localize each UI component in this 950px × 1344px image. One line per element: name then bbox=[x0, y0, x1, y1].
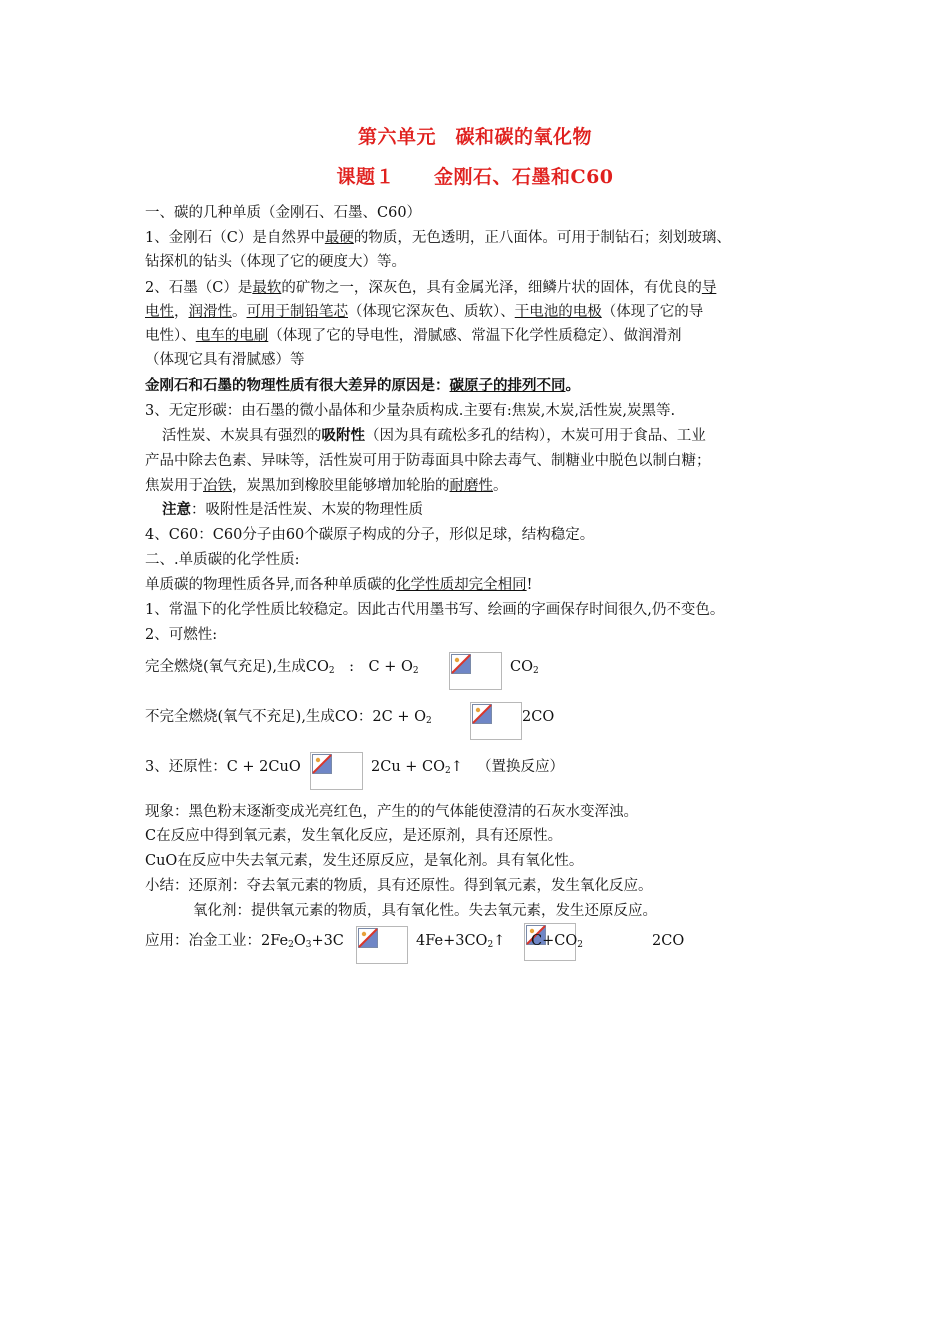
section-1-heading: 一、碳的几种单质（金刚石、石墨、C60） bbox=[145, 205, 422, 221]
stability-line: 1、常温下的化学性质比较稳定。因此古代用墨书写、绘画的字画保存时间很久,仍不变色。 bbox=[145, 602, 725, 618]
complete-combustion-product: $CO_2$ bbox=[510, 659, 539, 676]
broken-image-icon bbox=[472, 704, 492, 724]
broken-image-icon bbox=[451, 654, 471, 674]
reaction-condition-image bbox=[449, 652, 502, 690]
paragraph-graphite-cont2: 电性）、电车的电刷（体现了它的导电性，滑腻感、常温下化学性质稳定）、做润滑剂 bbox=[145, 328, 682, 344]
summary-reducing-agent: 小结：还原剂：夺去氧元素的物质，具有还原性。得到氧元素，发生氧化反应。 bbox=[145, 878, 653, 894]
summary-oxidizing-agent: 氧化剂：提供氧元素的物质，具有氧化性。失去氧元素，发生还原反应。 bbox=[193, 903, 657, 919]
lesson-title: 课题１ 金刚石、石墨和C60 bbox=[336, 166, 614, 188]
reaction-type: （置换反应） bbox=[477, 759, 564, 775]
section-2-heading: 二、.单质碳的化学性质: bbox=[145, 552, 300, 568]
chemical-same-line: 单质碳的物理性质各异,而各种单质碳的化学性质却完全相同! bbox=[145, 577, 533, 593]
broken-image-icon bbox=[312, 754, 332, 774]
reason-line: 金刚石和石墨的物理性质有很大差异的原因是：碳原子的排列不同。 bbox=[145, 377, 580, 394]
unit-title: 第六单元 碳和碳的氧化物 bbox=[357, 126, 592, 148]
complete-combustion-line: 完全燃烧(氧气充足),生成$CO_2$ : $C + O_2$ bbox=[145, 659, 419, 676]
flammability-heading: 2、可燃性: bbox=[145, 627, 218, 643]
broken-image-icon bbox=[358, 928, 378, 948]
reaction-condition-image bbox=[356, 926, 408, 964]
paragraph-adsorption: 活性炭、木炭具有强烈的吸附性（因为具有疏松多孔的结构），木炭可用于食品、工业 bbox=[162, 427, 706, 444]
paragraph-adsorption-cont2: 焦炭用于冶铁，炭黑加到橡胶里能够增加轮胎的耐磨性。 bbox=[145, 478, 508, 494]
application-line: 应用：冶金工业：$2Fe_2O_3+3C$ bbox=[145, 933, 344, 950]
paragraph-diamond-cont: 钻探机的钻头（体现了它的硬度大）等。 bbox=[145, 254, 406, 270]
paragraph-graphite-cont3: （体现它具有滑腻感）等 bbox=[145, 352, 305, 368]
incomplete-combustion-line: 不完全燃烧(氧气不充足),生成CO：$2C + O_2$ bbox=[145, 709, 432, 726]
paragraph-graphite: 2、石墨（C）是最软的矿物之一，深灰色，具有金属光泽，细鳞片状的固体，有优良的导 bbox=[145, 280, 717, 296]
paragraph-amorphous: 3、无定形碳：由石墨的微小晶体和少量杂质构成.主要有:焦炭,木炭,活性炭,炭黑等. bbox=[145, 403, 676, 419]
application-reaction-2-product: 2CO bbox=[652, 933, 685, 949]
paragraph-diamond: 1、金刚石（C）是自然界中最硬的物质，无色透明，正八面体。可用于制钻石；刻划玻璃、 bbox=[145, 230, 731, 246]
reaction-condition-image bbox=[310, 752, 363, 790]
incomplete-combustion-product: 2CO bbox=[522, 709, 555, 725]
paragraph-adsorption-cont1: 产品中除去色素、异味等，活性炭可用于防毒面具中除去毒气、制糖业中脱色以制白糖； bbox=[145, 453, 711, 469]
reaction-condition-image bbox=[470, 702, 522, 740]
application-product: $4Fe+3CO_2↑$ bbox=[416, 933, 506, 950]
phenomenon-line: 现象：黑色粉末逐渐变成光亮红色，产生的的气体能使澄清的石灰水变浑浊。 bbox=[145, 804, 638, 820]
reduction-line: 3、还原性：C + 2CuO bbox=[145, 759, 301, 775]
carbon-role-line: C在反应中得到氧元素，发生氧化反应，是还原剂，具有还原性。 bbox=[145, 828, 563, 844]
reduction-product: $2Cu + CO_2↑$ bbox=[371, 759, 463, 776]
paragraph-c60: 4、C60：C60分子由60个碳原子构成的分子，形似足球，结构稳定。 bbox=[145, 527, 595, 543]
note-line: 注意：吸附性是活性炭、木炭的物理性质 bbox=[162, 501, 423, 518]
paragraph-graphite-cont1: 电性，润滑性。可用于制铅笔芯（体现它深灰色、质软）、干电池的电极（体现了它的导 bbox=[145, 304, 704, 320]
cuo-role-line: CuO在反应中失去氧元素，发生还原反应，是氧化剂。具有氧化性。 bbox=[145, 853, 584, 869]
application-reaction-2: $C+CO_2$ bbox=[531, 933, 583, 950]
